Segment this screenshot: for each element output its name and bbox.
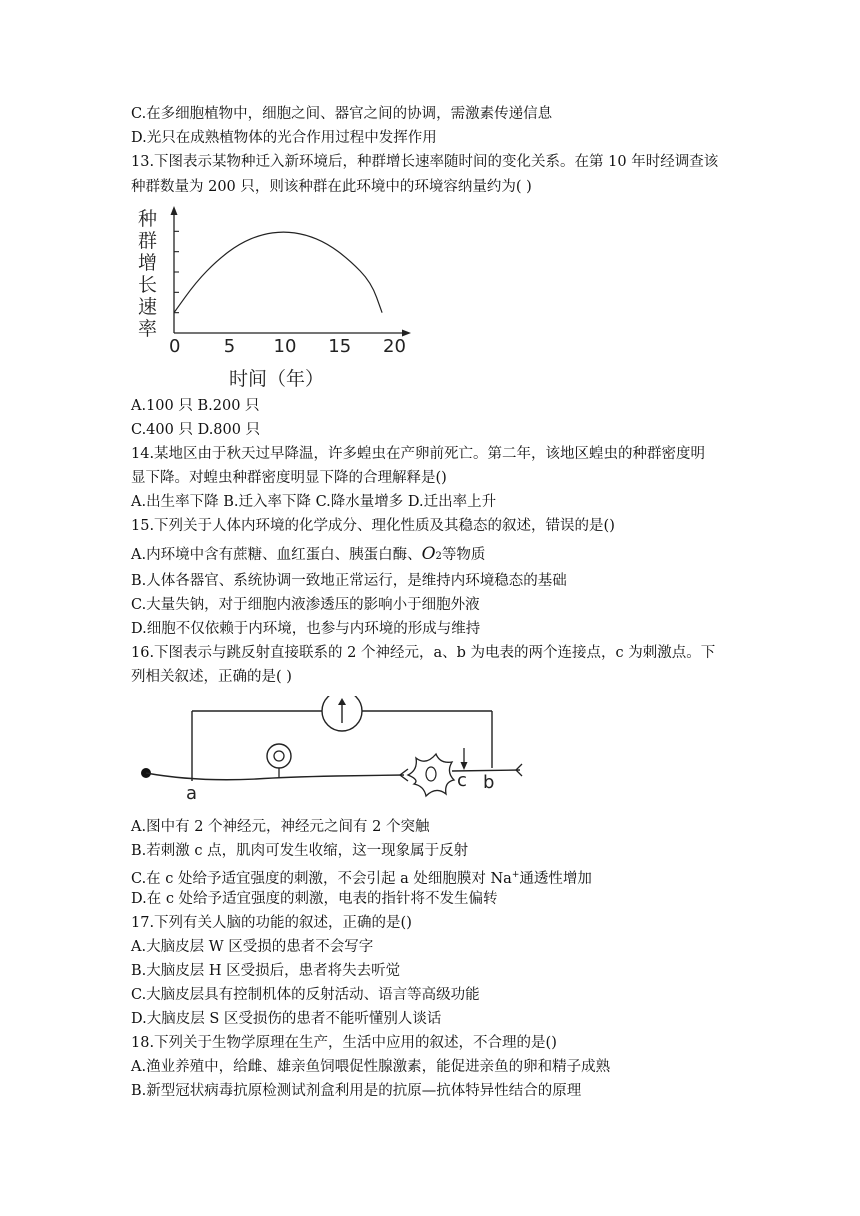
y-axis-arrow <box>171 206 178 215</box>
q15-option-d: D.细胞不仅依赖于内环境，也参与内环境的形成与维持 <box>131 621 481 637</box>
growth-rate-chart-svg <box>134 203 424 393</box>
y-ticks <box>174 231 179 312</box>
point-c-label: c <box>457 770 467 791</box>
reflex-neuron-diagram <box>136 696 526 810</box>
question-16-stem: 列相关叙述，正确的是( ) <box>131 669 292 685</box>
y-axis-label-char: 长 <box>138 274 158 296</box>
stimulus-arrowhead <box>461 762 468 770</box>
text-line: D.光只在成熟植物体的光合作用过程中发挥作用 <box>131 130 437 146</box>
growth-rate-chart <box>134 203 424 397</box>
x-tick-label: 15 <box>328 336 352 357</box>
x-ticks <box>169 336 406 357</box>
q16-option-c <box>131 865 592 889</box>
y-axis-label-char: 率 <box>138 318 158 340</box>
q18-option-b: B.新型冠状病毒抗原检测试剂盒利用是的抗原—抗体特异性结合的原理 <box>131 1083 582 1099</box>
q17-option-a: A.大脑皮层 W 区受损的患者不会写字 <box>131 939 374 955</box>
y-axis-label-chars <box>138 208 157 340</box>
x-tick-label: 10 <box>273 336 297 357</box>
oxygen-symbol: O <box>421 544 436 564</box>
point-a-label: a <box>186 783 198 804</box>
x-tick-label: 0 <box>169 336 181 357</box>
point-b-label: b <box>483 772 495 793</box>
motor-neuron-body-icon <box>408 754 454 796</box>
q15-option-c: C.大量失钠，对于细胞内液渗透压的影响小于细胞外液 <box>131 597 480 613</box>
q14-options: A.出生率下降 B.迁入率下降 C.降水量增多 D.迁出率上升 <box>131 494 497 510</box>
text-line: C.在多细胞植物中，细胞之间、器官之间的协调，需激素传递信息 <box>131 106 553 122</box>
reflex-neuron-svg <box>136 696 526 806</box>
question-14-stem: 显下降。对蝗虫种群密度明显下降的合理解释是() <box>131 470 447 486</box>
y-axis-label-char: 群 <box>138 230 158 252</box>
q17-option-d: D.大脑皮层 S 区受损伤的患者不能听懂别人谈话 <box>131 1011 442 1027</box>
option-text-tail: 等物质 <box>441 547 486 563</box>
question-16-stem: 16.下图表示与跳反射直接联系的 2 个神经元，a、b 为电表的两个连接点，c 为刺激点。下 <box>131 645 716 661</box>
galvanometer-icon <box>322 696 362 731</box>
q18-option-a: A.渔业养殖中，给雌、雄亲鱼饲喂促性腺激素，能促进亲鱼的卵和精子成熟 <box>131 1059 611 1075</box>
q16-option-a: A.图中有 2 个神经元，神经元之间有 2 个突触 <box>131 819 430 835</box>
q13-options-row2: C.400 只 D.800 只 <box>131 422 261 438</box>
ganglion-cell-body-icon <box>267 744 291 768</box>
option-text: C.在 c 处给予适宜强度的刺激，不会引起 a 处细胞膜对 Na <box>131 870 512 887</box>
q16-option-d: D.在 c 处给予适宜强度的刺激，电表的指针将不发生偏转 <box>131 891 498 907</box>
q16-option-b: B.若刺激 c 点，肌肉可发生收缩，这一现象属于反射 <box>131 843 469 859</box>
y-axis-label-char: 种 <box>138 208 158 230</box>
afferent-axon <box>146 773 404 780</box>
question-13-stem: 种群数量为 200 只，则该种群在此环境中的环境容纳量约为( ) <box>131 179 532 195</box>
y-axis-label-char: 增 <box>138 252 158 274</box>
sodium-superscript: + <box>511 870 520 880</box>
q13-options-row1: A.100 只 B.200 只 <box>131 398 260 414</box>
option-text: A.内环境中含有蔗糖、血红蛋白、胰蛋白酶、 <box>131 547 422 563</box>
question-15-stem: 15.下列关于人体内环境的化学成分、理化性质及其稳态的叙述，错误的是() <box>131 518 615 534</box>
growth-rate-curve <box>174 232 382 313</box>
option-text-tail: 通透性增加 <box>519 870 592 887</box>
x-tick-label: 5 <box>223 336 236 357</box>
q17-option-b: B.大脑皮层 H 区受损后，患者将失去听觉 <box>131 963 401 979</box>
oxygen-subscript: 2 <box>435 551 442 562</box>
y-axis-label-char: 速 <box>138 296 158 318</box>
x-axis-label: 时间（年） <box>229 368 325 390</box>
question-17-stem: 17.下列有关人脑的功能的叙述，正确的是() <box>131 915 412 931</box>
q15-option-a <box>131 544 485 567</box>
q17-option-c: C.大脑皮层具有控制机体的反射活动、语言等高级功能 <box>131 987 480 1003</box>
q15-option-b: B.人体各器官、系统协调一致地正常运行，是维持内环境稳态的基础 <box>131 573 567 589</box>
question-18-stem: 18.下列关于生物学原理在生产，生活中应用的叙述，不合理的是() <box>131 1035 557 1051</box>
question-13-stem: 13.下图表示某物种迁入新环境后，种群增长速率随时间的变化关系。在第 10 年时经调查该 <box>131 154 719 170</box>
x-tick-label: 20 <box>383 336 406 357</box>
question-14-stem: 14.某地区由于秋天过早降温，许多蝗虫在产卵前死亡。第二年，该地区蝗虫的种群密度明 <box>131 446 706 462</box>
